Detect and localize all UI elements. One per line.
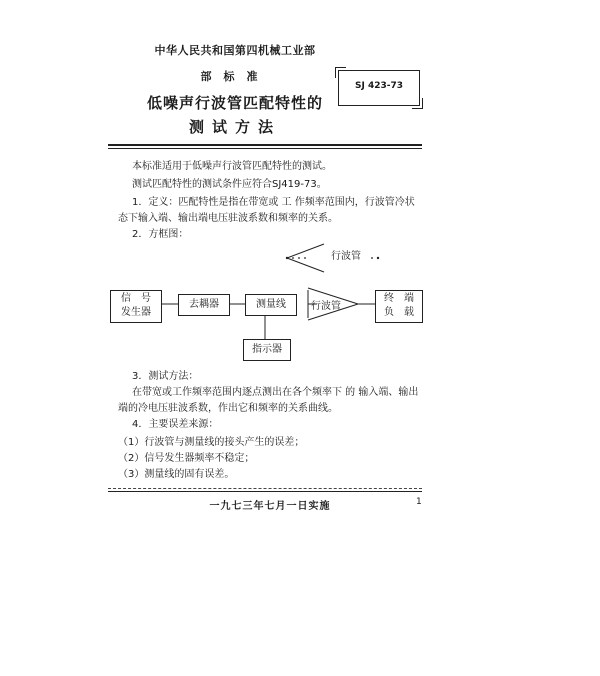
ministry-name: 中华人民共和国第四机械工业部 [154, 44, 316, 57]
standard-code-box [338, 70, 420, 106]
error-source-1: （1）行波管与测量线的接头产生的误差； [118, 437, 305, 448]
section-2-heading: 2．方框图： [132, 229, 189, 240]
signal-generator-label-2: 发生器 [121, 307, 151, 318]
effective-date: 一九七三年七月一日实施 [209, 501, 331, 512]
twt-reference-label: 行波管 [324, 248, 368, 266]
intro-line-1: 本标准适用于低噪声行波管匹配特性的测试。 [132, 161, 332, 172]
document-title-line1: 低噪声行波管匹配特性的 [146, 94, 323, 112]
terminal-load-label-1: 终 端 [384, 293, 414, 304]
footer-rule-solid [108, 491, 422, 492]
signal-generator-block [110, 290, 162, 323]
section-3-line-1: 在带宽或工作频率范围内逐点测出在各个频率下 的 输入端、输出 [132, 387, 419, 398]
document-title-line2: 测试方法 [188, 118, 281, 136]
measuring-line-block: 测量线 [245, 294, 297, 316]
section-3-heading: 3．测试方法： [132, 371, 199, 382]
section-1-line-1: 1．定义：匹配特性是指在带宽或 工 作频率范围内，行波管冷状 [132, 197, 415, 208]
block-diagram [100, 240, 440, 365]
signal-generator-label-1: 信 号 [121, 293, 151, 304]
indicator-block: 指示器 [243, 339, 291, 361]
footer-rule-dashed [108, 488, 422, 489]
twt-block-label: 行波管 [311, 301, 341, 312]
page-number: 1 [416, 497, 422, 507]
header-rule-thin [108, 148, 422, 149]
standard-type: 部标准 [200, 70, 270, 83]
terminal-load-block [375, 290, 423, 323]
error-source-3: （3）测量线的固有误差。 [118, 469, 235, 480]
terminal-load-label-2: 负 载 [384, 307, 414, 318]
decoupler-block: 去耦器 [178, 294, 230, 316]
section-3-line-2: 端的冷电压驻波系数，作出它和频率的关系曲线。 [118, 403, 338, 414]
intro-line-2: 测试匹配特性的测试条件应符合SJ419-73。 [132, 179, 327, 190]
error-source-2: （2）信号发生器频率不稳定； [118, 453, 255, 464]
section-1-line-2: 态下输入端、输出端电压驻波系数和频率的关系。 [118, 213, 338, 224]
section-4-heading: 4．主要误差来源： [132, 419, 219, 430]
header-rule-thick [108, 144, 422, 146]
standard-code: SJ 423-73 [354, 81, 403, 91]
